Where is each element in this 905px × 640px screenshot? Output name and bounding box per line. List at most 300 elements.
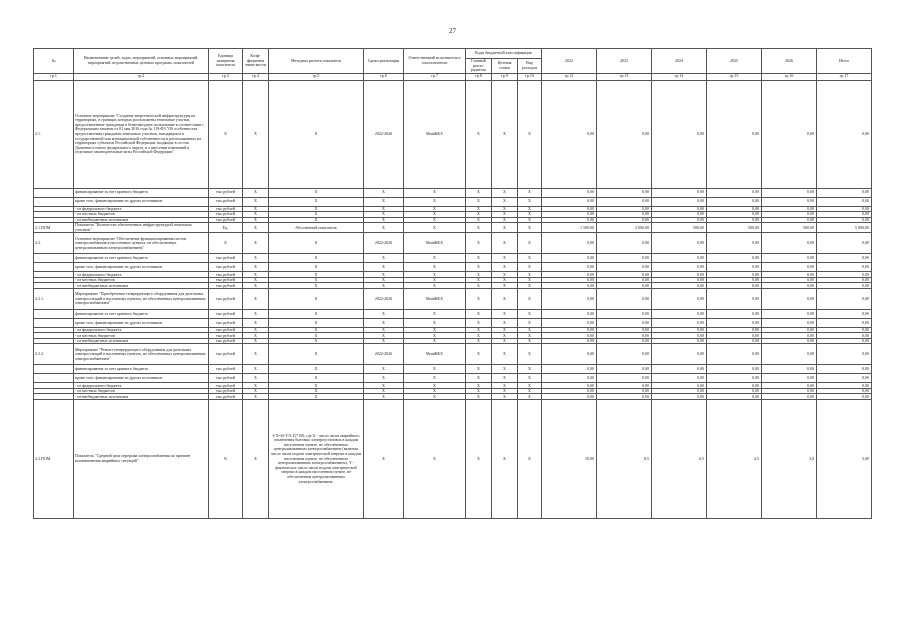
table-row [34, 197, 872, 206]
column-number: гр.12 [542, 73, 597, 80]
table-cell: 0,00 [762, 388, 817, 394]
table-cell: 2022-2026 [364, 233, 404, 254]
table-cell: X [243, 197, 269, 206]
table-cell: 0,00 [542, 327, 597, 333]
table-cell: X [466, 338, 492, 344]
table-cell: 2.2.2. [34, 344, 74, 365]
table-cell: 0,00 [762, 374, 817, 383]
table-cell: 0,00 [597, 233, 652, 254]
table-cell: Мероприятие "Приобретение генерирующего оборудования для дизельных электростанций в населенных пунктах, не обеспеченных централизованным электроснабжением" [74, 288, 209, 309]
table-cell: тыс.рублей [209, 388, 243, 394]
table-cell: X [492, 327, 518, 333]
table-cell: 0,00 [817, 327, 872, 333]
table-cell: 0,00 [652, 233, 707, 254]
table-cell: X [243, 188, 269, 197]
table-cell: - из местных бюджетов [74, 277, 209, 283]
table-cell: X [364, 188, 404, 197]
table-cell: X [492, 206, 518, 212]
table-cell [34, 197, 74, 206]
table-cell: тыс.рублей [209, 188, 243, 197]
table-cell: 0,00 [817, 212, 872, 218]
table-cell: 0,00 [652, 212, 707, 218]
table-cell: X [492, 254, 518, 263]
table-cell: S X=(S Y/S Z)*100, где X - число часов аварийного отключения бытовых электроустановок в каждом населенном пункте, не обеспеченном централизованным электроснабжением (включая число часов подачи электрической энергии в каждом населенном пункте, не обеспеченном централизованным электроснабжением), Y - фактическое число часов подачи электрической энергии в каждом населенном пункте, не обеспеченном централизованным электроснабжением. [269, 399, 364, 518]
table-cell: 0,00 [707, 344, 762, 365]
table-cell: X [466, 383, 492, 389]
table-cell: 0,00 [707, 318, 762, 327]
table-cell: 0,00 [762, 277, 817, 283]
table-cell: тыс.рублей [209, 327, 243, 333]
table-cell: 500,00 [707, 223, 762, 233]
table-cell: X [404, 388, 466, 394]
table-cell: 0,00 [707, 309, 762, 318]
table-cell: X [243, 212, 269, 218]
table-cell: X [492, 288, 518, 309]
table-cell: X [518, 188, 542, 197]
column-number: гр.7 [404, 73, 466, 80]
table-cell: X [492, 283, 518, 289]
table-cell: 0,00 [597, 309, 652, 318]
table-cell: 0,00 [652, 288, 707, 309]
table-cell: 0,00 [597, 212, 652, 218]
table-cell: 0,00 [817, 197, 872, 206]
table-cell: тыс.рублей [209, 309, 243, 318]
header-cell: Единица измерения показателя [209, 49, 243, 74]
table-cell: 0,00 [707, 188, 762, 197]
table-cell: - из местных бюджетов [74, 333, 209, 339]
table-cell: X [243, 374, 269, 383]
header-cell: Вид расходов [518, 59, 542, 74]
table-cell: 0,00 [707, 254, 762, 263]
table-row [34, 223, 872, 233]
table-cell: 0,00 [597, 388, 652, 394]
table-cell: 0,00 [652, 206, 707, 212]
column-number: гр.2 [74, 73, 209, 80]
table-cell: 0,00 [597, 217, 652, 223]
table-cell: X [518, 333, 542, 339]
table-cell: X [269, 318, 364, 327]
header-cell: № [34, 49, 74, 74]
table-cell: 0,00 [542, 394, 597, 400]
table-cell: 0,00 [652, 309, 707, 318]
table-cell: финансирование за счет краевого бюджета [74, 254, 209, 263]
table-cell: X [243, 283, 269, 289]
table-cell: 0,00 [817, 188, 872, 197]
table-cell: X [466, 288, 492, 309]
table-cell: 5 000,00 [817, 223, 872, 233]
table-cell: X [243, 206, 269, 212]
table-cell: X [518, 254, 542, 263]
table-cell [34, 318, 74, 327]
table-cell: X [404, 394, 466, 400]
table-cell: 0,00 [707, 288, 762, 309]
table-cell: 0,00 [597, 254, 652, 263]
table-cell: 0,00 [597, 188, 652, 197]
table-cell: X [269, 197, 364, 206]
table-cell: 0,00 [762, 344, 817, 365]
table-cell: X [518, 327, 542, 333]
table-cell: 0,00 [652, 365, 707, 374]
table-cell: X [364, 263, 404, 272]
table-cell: 0,00 [762, 217, 817, 223]
table-cell: X [518, 399, 542, 518]
table-cell: тыс.рублей [209, 277, 243, 283]
table-cell: X [243, 272, 269, 278]
table-cell: 0,00 [707, 206, 762, 212]
table-cell: X [364, 206, 404, 212]
table-cell: X [269, 80, 364, 188]
table-cell: X [269, 394, 364, 400]
table-cell: X [492, 338, 518, 344]
table-cell: 0,00 [817, 333, 872, 339]
table-cell: X [466, 344, 492, 365]
table-cell: 3,00 [817, 399, 872, 518]
table-cell: X [243, 223, 269, 233]
table-cell: 0,00 [597, 197, 652, 206]
table-cell [34, 365, 74, 374]
table-cell: 0,00 [542, 288, 597, 309]
table-cell: финансирование за счет краевого бюджета [74, 365, 209, 374]
table-cell: 0,00 [597, 338, 652, 344]
table-cell: X [269, 217, 364, 223]
table-cell: - из внебюджетных источников [74, 217, 209, 223]
table-cell: 0,00 [542, 383, 597, 389]
table-cell: X [269, 188, 364, 197]
table-cell: - из местных бюджетов [74, 388, 209, 394]
table-cell: X [364, 383, 404, 389]
table-cell: X [364, 394, 404, 400]
table-cell: тыс.рублей [209, 263, 243, 272]
table-cell: X [492, 333, 518, 339]
table-cell: X [269, 283, 364, 289]
table-cell: 0,00 [707, 388, 762, 394]
table-cell: X [518, 80, 542, 188]
table-cell: 0,00 [652, 263, 707, 272]
table-cell: X [404, 197, 466, 206]
table-cell: 2022-2026 [364, 80, 404, 188]
table-cell: X [364, 223, 404, 233]
table-cell: 0,00 [597, 283, 652, 289]
table-cell: X [466, 309, 492, 318]
table-cell: X [364, 374, 404, 383]
table-cell: 3,0 [762, 399, 817, 518]
table-cell: 0,00 [652, 394, 707, 400]
table-cell: X [492, 212, 518, 218]
table-cell: X [492, 344, 518, 365]
table-cell: X [492, 223, 518, 233]
table-cell: X [518, 388, 542, 394]
table-cell: 0,00 [652, 383, 707, 389]
column-number: гр.3 [209, 73, 243, 80]
table-cell: X [466, 365, 492, 374]
table-cell: 0,00 [817, 206, 872, 212]
table-cell: X [243, 399, 269, 518]
table-cell: 0,00 [707, 217, 762, 223]
table-cell: X [518, 318, 542, 327]
table-cell: 0,00 [542, 338, 597, 344]
table-cell: X [466, 212, 492, 218]
table-cell: X [364, 338, 404, 344]
table-cell: X [466, 233, 492, 254]
table-cell: X [404, 365, 466, 374]
table-cell: X [269, 233, 364, 254]
table-cell: 0,00 [707, 197, 762, 206]
table-cell: X [243, 344, 269, 365]
table-cell: 0,00 [597, 318, 652, 327]
table-cell: X [518, 217, 542, 223]
table-cell: 0,00 [542, 333, 597, 339]
table-cell: X [492, 383, 518, 389]
table-cell: X [492, 80, 518, 188]
table-cell: X [364, 277, 404, 283]
table-row [34, 399, 872, 518]
table-cell: X [492, 365, 518, 374]
table-cell: 0,00 [652, 318, 707, 327]
table-cell: X [466, 394, 492, 400]
table-cell: X [269, 212, 364, 218]
table-cell: X [364, 212, 404, 218]
table-cell: 0,00 [817, 383, 872, 389]
table-cell: X [518, 197, 542, 206]
table-cell: 0,00 [597, 344, 652, 365]
table-cell: X [518, 288, 542, 309]
table-cell: 0,00 [817, 388, 872, 394]
table-cell: 0,00 [652, 374, 707, 383]
table-cell: X [404, 327, 466, 333]
table-cell: Ед. [209, 223, 243, 233]
table-cell: кроме того, финансирование из других источников: [74, 197, 209, 206]
table-cell: 10,00 [542, 399, 597, 518]
table-cell: X [518, 338, 542, 344]
table-cell: 0,00 [597, 383, 652, 389]
header-cell: Сроки реализации [364, 49, 404, 74]
table-cell: 0,00 [542, 206, 597, 212]
table-cell: 0,00 [542, 80, 597, 188]
page-number: 27 [449, 27, 456, 35]
table-cell: 0,00 [542, 217, 597, 223]
header-cell: 2023 [597, 49, 652, 74]
table-cell: 0,00 [597, 277, 652, 283]
table-row [34, 263, 872, 272]
table-cell: 0,00 [597, 80, 652, 188]
table-cell: кроме того, финансирование из других источников: [74, 318, 209, 327]
table-cell: 0,00 [597, 206, 652, 212]
table-cell: 0,00 [817, 318, 872, 327]
table-cell: X [404, 254, 466, 263]
table-cell: МинЖКХ [404, 288, 466, 309]
table-cell: 4,5 [707, 399, 762, 518]
table-cell: X [466, 399, 492, 518]
table-cell: X [404, 272, 466, 278]
table-cell: X [269, 338, 364, 344]
table-cell: X [243, 254, 269, 263]
table-cell: 0,00 [542, 263, 597, 272]
header-cell: Наименование целей, задач, мероприятий, основных мероприятий, мероприятий, ведомственных целевых программ, показателей [74, 49, 209, 74]
table-cell: финансирование за счет краевого бюджета [74, 309, 209, 318]
table-cell: X [243, 309, 269, 318]
table-cell: X [492, 233, 518, 254]
table-cell: X [466, 217, 492, 223]
table-cell: кроме того, финансирование из других источников: [74, 263, 209, 272]
table-cell: X [518, 309, 542, 318]
table-cell: тыс.рублей [209, 344, 243, 365]
table-row [34, 233, 872, 254]
table-cell: 0,00 [762, 309, 817, 318]
table-cell: кроме того, финансирование из других источников: [74, 374, 209, 383]
table-cell: 0,00 [817, 394, 872, 400]
table-cell: X [364, 365, 404, 374]
table-cell: X [269, 344, 364, 365]
table-cell: 0,00 [762, 394, 817, 400]
header-cell: 2025 [707, 49, 762, 74]
column-number: гр.16 [762, 73, 817, 80]
table-cell: X [466, 206, 492, 212]
table-cell: X [243, 277, 269, 283]
table-cell: X [518, 272, 542, 278]
table-cell: X [404, 309, 466, 318]
table-cell: X [269, 288, 364, 309]
table-cell: 2.1.ПОМ [34, 223, 74, 233]
table-cell: тыс.рублей [209, 365, 243, 374]
table-cell: 0,00 [762, 263, 817, 272]
table-cell: 0,00 [597, 288, 652, 309]
table-cell: X [404, 333, 466, 339]
table-cell: 500,00 [652, 223, 707, 233]
table-cell: X [518, 263, 542, 272]
table-cell: 2.1. [34, 80, 74, 188]
table-cell: 0,00 [707, 394, 762, 400]
table-cell: X [404, 318, 466, 327]
table-cell: 0,00 [652, 333, 707, 339]
table-cell: 0,00 [542, 188, 597, 197]
table-cell: 0,00 [652, 344, 707, 365]
table-cell: X [466, 318, 492, 327]
table-cell: X [492, 394, 518, 400]
table-cell: X [404, 212, 466, 218]
table-cell: 0,00 [817, 217, 872, 223]
table-cell: 0,00 [707, 263, 762, 272]
table-cell: X [518, 283, 542, 289]
column-number: гр.14 [652, 73, 707, 80]
table-cell: 0,00 [707, 272, 762, 278]
table-cell: X [492, 277, 518, 283]
header-cell: Целевая статья [492, 59, 518, 74]
table-cell: X [492, 399, 518, 518]
table-cell [34, 309, 74, 318]
table-cell: Основное мероприятие "Обеспечение функционирования систем электроснабжения в населенных пунктах, не обеспеченных централизованным электроснабжением" [74, 233, 209, 254]
table-cell: 8,5 [597, 399, 652, 518]
table-cell: тыс.рублей [209, 283, 243, 289]
table-row [34, 80, 872, 188]
table-cell: X [364, 283, 404, 289]
table-cell: тыс.рублей [209, 254, 243, 263]
table-cell: X [404, 277, 466, 283]
table-cell: X [492, 272, 518, 278]
table-cell: X [466, 374, 492, 383]
table-cell: 0,00 [597, 374, 652, 383]
table-cell: X [269, 277, 364, 283]
table-row [34, 318, 872, 327]
table-cell: X [269, 263, 364, 272]
table-body [34, 80, 872, 518]
table-cell: X [243, 333, 269, 339]
table-cell: 500,00 [762, 223, 817, 233]
column-number: гр.5 [269, 73, 364, 80]
table-cell: тыс.рублей [209, 212, 243, 218]
table-cell: X [466, 80, 492, 188]
table-cell: X [364, 309, 404, 318]
table-cell: X [269, 374, 364, 383]
table-row [34, 309, 872, 318]
table-cell: X [269, 272, 364, 278]
table-cell: 0,00 [817, 374, 872, 383]
table-cell: тыс.рублей [209, 206, 243, 212]
table-cell: X [243, 365, 269, 374]
table-cell: % [209, 399, 243, 518]
table-cell: 0,00 [542, 272, 597, 278]
table-row [34, 188, 872, 197]
table-cell: X [492, 263, 518, 272]
table-cell: - из внебюджетных источников [74, 338, 209, 344]
table-cell: X [364, 254, 404, 263]
table-cell: X [364, 197, 404, 206]
program-table [33, 48, 872, 519]
table-cell: X [404, 217, 466, 223]
table-cell: МинЖКХ [404, 233, 466, 254]
table-cell: Показатель "Средний срок перерыва электроснабжения по причине возникновения аварийных ситуаций" [74, 399, 209, 518]
table-cell [34, 263, 74, 272]
table-cell: X [466, 263, 492, 272]
table-cell: X [209, 233, 243, 254]
table-cell: тыс.рублей [209, 318, 243, 327]
table-cell: 0,00 [707, 383, 762, 389]
table-cell: X [269, 309, 364, 318]
table-cell: тыс.рублей [209, 217, 243, 223]
table-cell [34, 374, 74, 383]
column-number: гр.15 [707, 73, 762, 80]
table-cell: 0,00 [817, 80, 872, 188]
table-cell: 0,00 [817, 283, 872, 289]
table-cell: 0,00 [817, 309, 872, 318]
table-cell: 0,00 [817, 365, 872, 374]
table-cell: X [243, 388, 269, 394]
table-cell: 0,00 [817, 277, 872, 283]
table-cell: X [518, 383, 542, 389]
table-cell: 0,00 [652, 80, 707, 188]
table-cell: 0,00 [817, 233, 872, 254]
table-cell: X [364, 327, 404, 333]
table-cell: 0,00 [542, 283, 597, 289]
table-cell: X [518, 394, 542, 400]
table-cell: X [209, 80, 243, 188]
table-cell: 0,00 [707, 365, 762, 374]
table-cell: 2.2.1. [34, 288, 74, 309]
header-cell: Ответственный исполнитель и соисполнители [404, 49, 466, 74]
table-cell: - из внебюджетных источников [74, 283, 209, 289]
column-number: гр.1 [34, 73, 74, 80]
header-cell: 2022 [542, 49, 597, 74]
table-cell: 0,00 [762, 318, 817, 327]
table-cell: X [404, 383, 466, 389]
table-cell: X [492, 188, 518, 197]
table-cell: X [404, 263, 466, 272]
table-cell: X [269, 206, 364, 212]
table-cell: 0,00 [762, 197, 817, 206]
table-cell: тыс.рублей [209, 288, 243, 309]
table-cell: 1 500,00 [542, 223, 597, 233]
table-cell: 0,00 [707, 374, 762, 383]
table-cell: X [243, 288, 269, 309]
